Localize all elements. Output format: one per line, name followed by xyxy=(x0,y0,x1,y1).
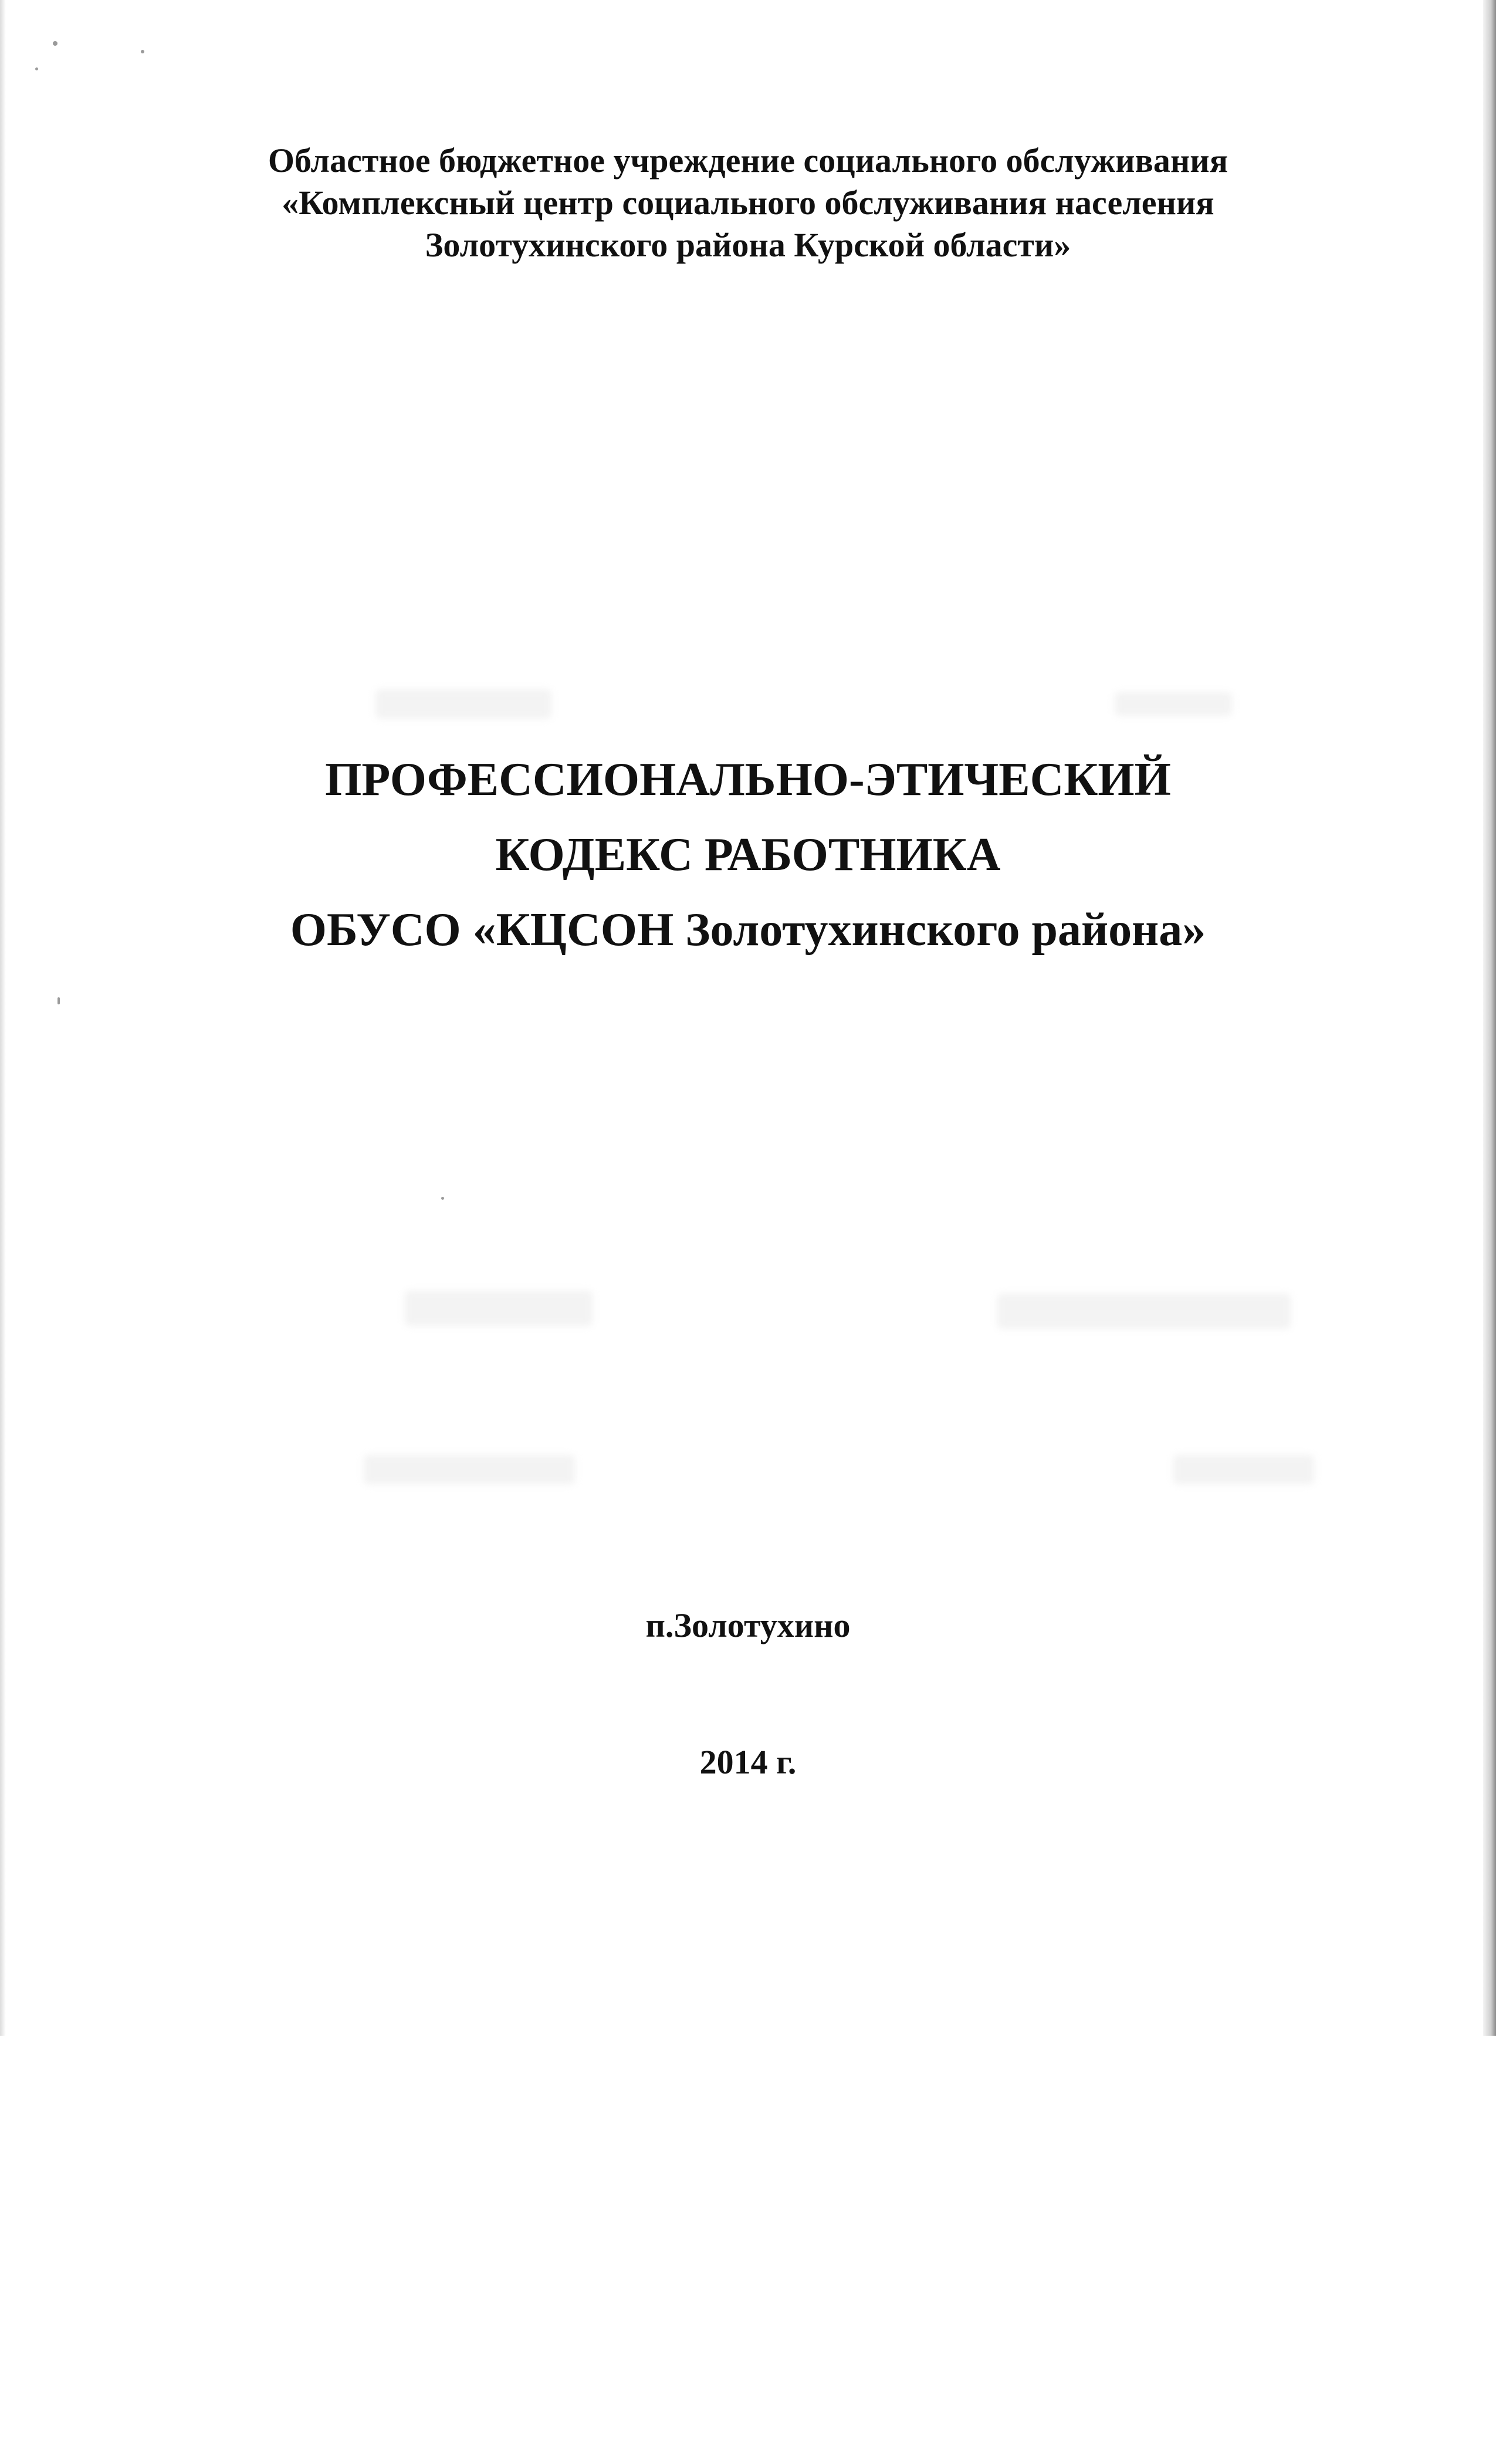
document-title-line: КОДЕКС РАБОТНИКА xyxy=(495,829,1001,881)
organization-header xyxy=(176,140,1320,266)
scan-speck xyxy=(441,1197,444,1200)
document-place: п.Золотухино xyxy=(645,1606,851,1644)
bleed-through-mark xyxy=(405,1291,593,1326)
scan-speck xyxy=(53,41,57,46)
scan-speck xyxy=(141,50,144,53)
bleed-through-mark xyxy=(375,689,551,719)
scan-shadow-right xyxy=(1483,0,1496,2036)
document-year: 2014 г. xyxy=(699,1743,797,1781)
bleed-through-mark xyxy=(997,1294,1291,1329)
bleed-through-mark xyxy=(364,1455,575,1484)
scan-speck xyxy=(35,67,38,70)
organization-header-line: Золотухинского района Курской области» xyxy=(425,226,1071,264)
document-title-line: ПРОФЕССИОНАЛЬНО-ЭТИЧЕСКИЙ xyxy=(325,754,1171,805)
blank-area xyxy=(0,2036,1496,2464)
organization-header-line: Областное бюджетное учреждение социального обслуживания xyxy=(268,141,1228,180)
organization-header-line: «Комплексный центр социального обслуживания населения xyxy=(282,184,1214,222)
document-title xyxy=(176,742,1320,967)
bleed-through-mark xyxy=(1115,692,1232,716)
scan-shadow-left xyxy=(0,0,6,2036)
scan-speck xyxy=(57,997,60,1004)
bleed-through-mark xyxy=(1173,1455,1314,1484)
document-title-line: ОБУСО «КЦСОН Золотухинского района» xyxy=(290,904,1206,956)
